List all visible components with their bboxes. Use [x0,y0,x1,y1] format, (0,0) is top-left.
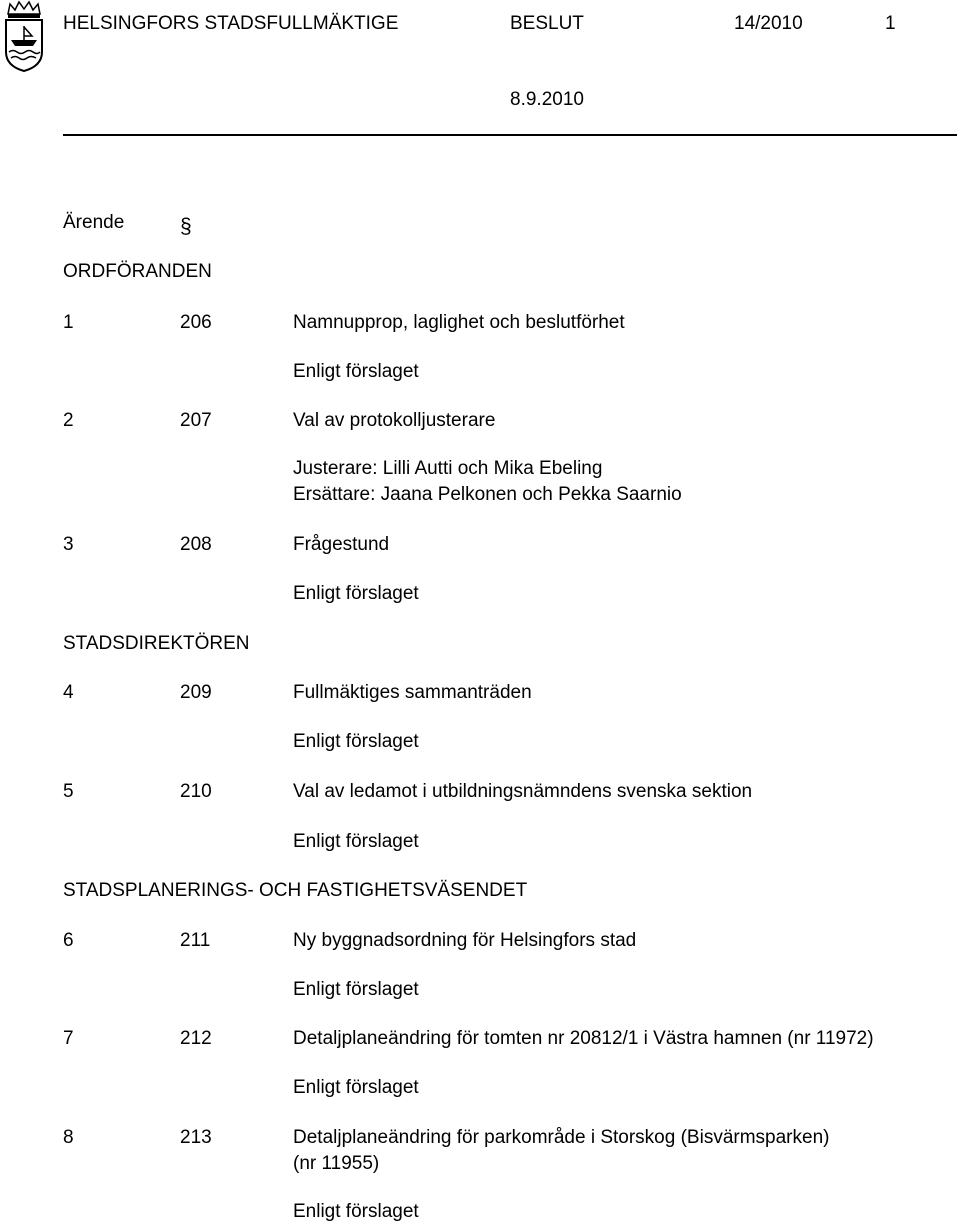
arende-label: Ärende [63,212,125,233]
helsinki-crest-icon [2,0,46,72]
item-paragraph: 209 [180,682,212,703]
item-title: Namnupprop, laglighet och beslutförhet [293,312,625,333]
item-title: Ny byggnadsordning för Helsingfors stad [293,930,637,951]
item-decision: Enligt förslaget [293,1201,419,1222]
item-decision: Enligt förslaget [293,979,419,1000]
item-paragraph: 208 [180,534,212,555]
item-detail: Ersättare: Jaana Pelkonen och Pekka Saarnio [293,484,682,505]
item-title: Detaljplaneändring för tomten nr 20812/1 i Västra hamnen (nr 11972) [293,1028,874,1049]
item-number: 7 [63,1028,74,1049]
item-title: Val av ledamot i utbildningsnämndens svenska sektion [293,781,753,802]
section-heading: ORDFÖRANDEN [63,261,212,282]
header-number: 14/2010 [734,13,803,34]
item-title: Frågestund [293,534,390,555]
item-title: Val av protokolljusterare [293,410,496,431]
section-heading: STADSPLANERINGS- OCH FASTIGHETSVÄSENDET [63,880,528,901]
item-decision: Enligt förslaget [293,831,419,852]
item-paragraph: 206 [180,312,212,333]
header-page-number: 1 [885,13,896,34]
item-paragraph: 213 [180,1127,212,1148]
item-number: 6 [63,930,74,951]
item-decision: Enligt förslaget [293,583,419,604]
item-paragraph: 210 [180,781,212,802]
item-decision: Enligt förslaget [293,731,419,752]
item-number: 1 [63,312,74,333]
item-paragraph: 212 [180,1028,212,1049]
section-symbol: § [180,215,192,238]
item-paragraph: 211 [180,930,211,951]
item-decision: Enligt förslaget [293,1077,419,1098]
item-number: 5 [63,781,74,802]
item-paragraph: 207 [180,410,212,431]
section-heading: STADSDIREKTÖREN [63,633,250,654]
header-date: 8.9.2010 [510,89,584,110]
header-org: HELSINGFORS STADSFULLMÄKTIGE [63,13,399,34]
header-doc-type: BESLUT [510,13,584,34]
item-number: 3 [63,534,74,555]
item-title-continued: (nr 11955) [293,1153,380,1174]
item-number: 8 [63,1127,74,1148]
item-decision: Enligt förslaget [293,361,419,382]
item-title: Detaljplaneändring för parkområde i Storskog (Bisvärmsparken) [293,1127,830,1148]
item-detail: Justerare: Lilli Autti och Mika Ebeling [293,458,603,479]
item-title: Fullmäktiges sammanträden [293,682,532,703]
header-divider [63,134,957,136]
item-number: 4 [63,682,74,703]
item-number: 2 [63,410,74,431]
